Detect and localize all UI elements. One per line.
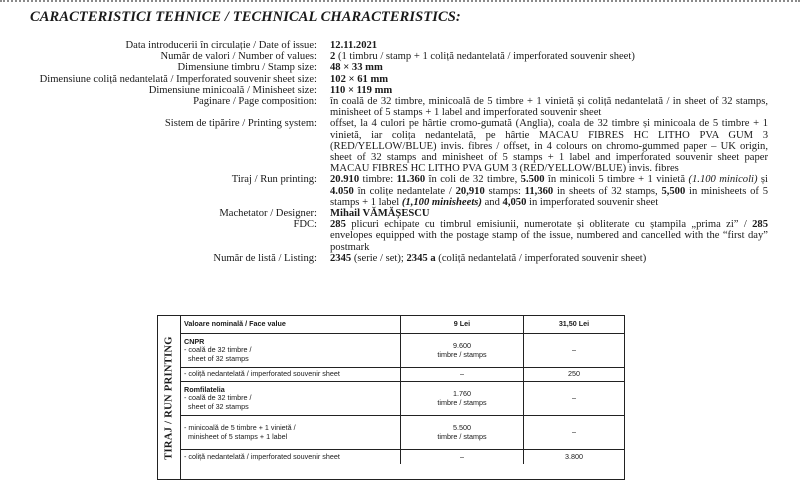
row-value-line: – — [460, 369, 464, 379]
spec-value — [330, 62, 768, 73]
spec-row — [0, 51, 800, 62]
spec-value-segment: 102 × 61 mm — [330, 73, 389, 85]
technical-specs-list — [0, 40, 800, 264]
row-value-line: – — [460, 451, 464, 461]
row-value-9-lei — [401, 382, 524, 416]
spec-value-segment: și — [757, 174, 768, 186]
spec-value-segment: plicuri echipate cu timbrul emisiunii, numerotate și obliterate cu ștampila „prima zi” / — [345, 219, 753, 231]
spec-value — [330, 118, 768, 174]
row-description-line: - coală de 32 timbre / — [184, 393, 252, 403]
spec-label: Sistem de tipărire / Printing system: — [164, 118, 317, 130]
row-value-line: 5.500 — [453, 423, 471, 432]
spec-value-segment: 2345 a — [406, 252, 436, 264]
run-printing-side-title: TIRAJ / RUN PRINTING — [163, 336, 175, 460]
spec-label: Data introducerii în circulație / Date of issue: — [125, 40, 317, 51]
table-header-row — [180, 316, 624, 334]
row-description-line: minisheet of 5 stamps + 1 label — [184, 431, 288, 441]
header-9-lei: 9 Lei — [401, 316, 524, 334]
row-group-name: CNPR — [184, 336, 205, 346]
table-row — [180, 368, 624, 382]
spec-value — [330, 74, 768, 85]
table-row — [180, 416, 624, 450]
spec-value-segment: in minisheets of 5 stamps + 1 label — [330, 185, 769, 208]
row-value-line: 3.800 — [565, 451, 583, 461]
spec-row — [0, 62, 800, 73]
spec-value-segment: 48 × 33 mm — [330, 62, 383, 74]
spec-row — [0, 40, 800, 51]
spec-value — [330, 253, 768, 264]
spec-value-segment: 285 — [330, 219, 346, 231]
spec-label: Număr de valori / Number of values: — [160, 51, 317, 63]
spec-label: Dimensiune coliță nedantelată / Imperforated souvenir sheet size: — [39, 73, 317, 85]
spec-label: Tiraj / Run printing: — [231, 174, 317, 186]
table-row — [180, 450, 624, 464]
spec-value-segment: în coli de 32 timbre, — [425, 174, 521, 186]
spec-value-segment: 2345 — [330, 252, 352, 264]
spec-row — [0, 118, 800, 174]
spec-value-segment: 285 — [752, 219, 768, 231]
row-description-line: - coliță nedantelată / imperforated souvenir sheet — [184, 451, 340, 461]
row-description-line: - coliță nedantelată / imperforated souvenir sheet — [184, 369, 340, 379]
spec-value — [330, 85, 768, 96]
run-printing-table — [180, 316, 624, 464]
row-value-line: 9.600 — [453, 341, 471, 350]
spec-label: FDC: — [293, 219, 317, 231]
row-value-line: timbre / stamps — [437, 431, 487, 441]
row-value-line: timbre / stamps — [437, 349, 487, 359]
row-value-9-lei — [401, 368, 524, 382]
row-description-line: sheet of 32 stamps — [184, 353, 249, 363]
spec-label: Machetator / Designer: — [219, 208, 317, 220]
row-value-line: – — [572, 427, 576, 437]
spec-value-segment: 2 — [330, 51, 336, 63]
spec-value — [330, 219, 768, 253]
spec-value-segment: and — [481, 196, 503, 208]
row-value-31-50-lei — [524, 382, 625, 416]
spec-row — [0, 208, 800, 219]
spec-value-segment: 20,910 — [455, 185, 485, 197]
header-face-value: Valoare nominală / Face value — [180, 316, 401, 334]
spec-value-segment: in imperforated souvenir sheet — [526, 196, 659, 208]
spec-value-segment: 4,050 — [502, 196, 527, 208]
header-31-50-lei: 31,50 Lei — [524, 316, 625, 334]
row-description-line: - minicoală de 5 timbre + 1 vinietă / — [184, 423, 296, 432]
row-value-31-50-lei — [524, 334, 625, 368]
table-row — [180, 382, 624, 416]
row-description — [180, 416, 401, 450]
table-row — [180, 334, 624, 368]
spec-label: Dimensiune timbru / Stamp size: — [177, 62, 317, 74]
row-value-31-50-lei — [524, 416, 625, 450]
spec-value-segment: 110 × 119 mm — [330, 84, 393, 96]
spec-value-segment: envelopes equipped with the postage stamp of the issue, numbered and cancelled with the “first day” postmark — [330, 230, 768, 253]
row-description — [180, 334, 401, 368]
spec-value-segment: în coală de 32 timbre, minicoală de 5 timbre + 1 vinietă și coliță nedantelată / in sheet of 32 stamps, minisheet of 5 stamps + 1 label and imperforated souvenir sheet — [330, 96, 768, 119]
row-description-line: sheet of 32 stamps — [184, 401, 249, 411]
spec-value-segment: 5,500 — [661, 185, 686, 197]
spec-label: Paginare / Page composition: — [193, 96, 317, 108]
spec-row — [0, 96, 800, 118]
spec-value-segment: in sheets of 32 stamps, — [553, 185, 662, 197]
row-description — [180, 450, 401, 464]
row-value-9-lei — [401, 416, 524, 450]
page-heading: CARACTERISTICI TEHNICE / TECHNICAL CHARACTERISTICS: — [30, 9, 461, 25]
spec-value-segment: 11.360 — [396, 174, 426, 186]
spec-value-segment: (serie / set); — [351, 252, 407, 264]
spec-value-segment: stamps: — [484, 185, 525, 197]
spec-row — [0, 74, 800, 85]
spec-value — [330, 208, 768, 219]
spec-value-segment: (coliță nedantelată / imperforated souvenir sheet) — [435, 252, 647, 264]
spec-value — [330, 96, 768, 118]
spec-value-segment: timbre: — [359, 174, 397, 186]
spec-value-segment: offset, la 4 culori pe hârtie cromo-gumată (Anglia), coala de 32 timbre și minicoala de 5 timbre + 1 vinietă, iar colița nedantelată, pe hârtie MACAU FIBRES HC LITHO PVA GUM 3 (RED/YELLOW/BLUE) invis. fibres / offset, in 4 colours on chromo-gummed paper – UK origin, sheet of 32 stamps and minisheet of 5 stamps + 1 label and imperforated souvenir sheet paper MACAU FIBRES HC LITHO PVA GUM 3 (RED/YELLOW/BLUE) invis. fibres — [330, 118, 768, 175]
row-description-line: - coală de 32 timbre / — [184, 345, 252, 355]
spec-value-segment: (1.100 minicoli) — [688, 174, 758, 186]
spec-value-segment: 5.500 — [520, 174, 545, 186]
row-value-line: 1.760 — [453, 389, 471, 398]
spec-label: Număr de listă / Listing: — [213, 252, 317, 264]
row-value-line: timbre / stamps — [437, 397, 487, 407]
spec-value-segment: 12.11.2021 — [330, 40, 378, 51]
spec-value-segment: 11,360 — [524, 185, 554, 197]
spec-row — [0, 253, 800, 264]
spec-label: Dimensiune minicoală / Minisheet size: — [148, 84, 317, 96]
row-value-line: 250 — [568, 369, 580, 379]
row-description — [180, 382, 401, 416]
run-printing-table-box — [157, 315, 625, 480]
row-group-name: Romfilatelia — [184, 384, 225, 394]
run-printing-side-label — [158, 316, 181, 479]
row-value-line: – — [572, 345, 576, 355]
spec-value — [330, 40, 768, 51]
row-value-31-50-lei — [524, 450, 625, 464]
row-value-line: – — [572, 393, 576, 403]
spec-value — [330, 174, 768, 208]
spec-value-segment: în minicoli 5 timbre + 1 vinietă — [544, 174, 689, 186]
row-value-31-50-lei — [524, 368, 625, 382]
spec-value-segment: 4.050 — [330, 185, 354, 197]
spec-row — [0, 85, 800, 96]
spec-row — [0, 174, 800, 208]
spec-value-segment: Mihail VĂMĂȘESCU — [330, 208, 430, 220]
spec-value-segment: (1,100 minisheets) — [401, 196, 482, 208]
spec-row — [0, 219, 800, 253]
spec-value — [330, 51, 768, 62]
spec-value-segment: în colițe nedantelate / — [353, 185, 456, 197]
spec-value-segment: (1 timbru / stamp + 1 coliță nedantelată / imperforated souvenir sheet) — [335, 51, 635, 63]
spec-value-segment: 20.910 — [330, 174, 360, 186]
row-value-9-lei — [401, 450, 524, 464]
row-description — [180, 368, 401, 382]
row-value-9-lei — [401, 334, 524, 368]
